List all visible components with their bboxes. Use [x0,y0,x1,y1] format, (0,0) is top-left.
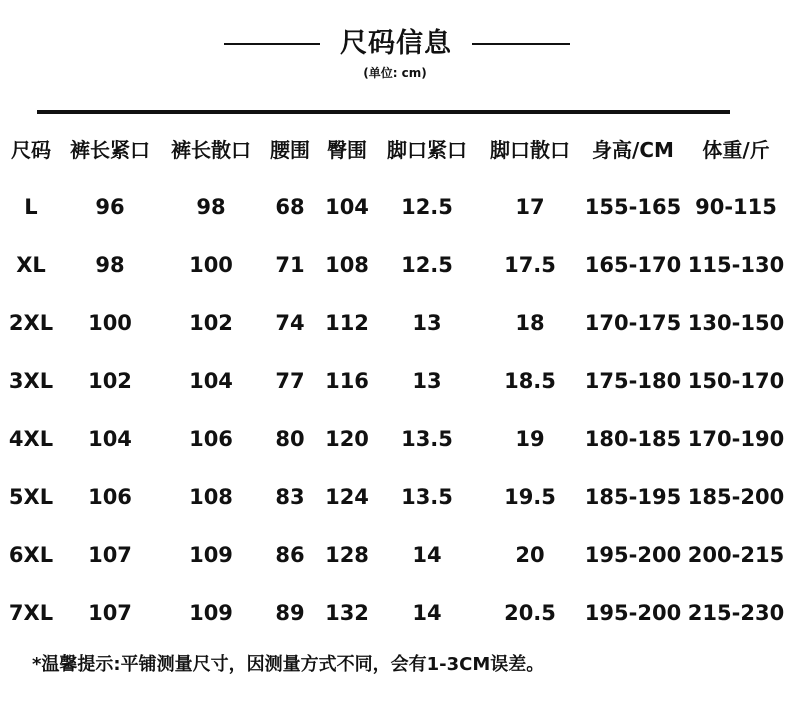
cell-height: 165-170 [584,253,682,277]
cell-weight: 150-170 [687,369,785,393]
cell-length-tight: 102 [88,369,132,393]
cell-length-tight: 98 [95,253,125,277]
cell-size: 3XL [8,369,54,393]
cell-weight: 90-115 [695,195,777,219]
cell-waist: 77 [275,369,305,393]
cell-waist: 80 [275,427,305,451]
cell-size: 2XL [8,311,54,335]
cell-waist: 89 [275,601,305,625]
cell-waist: 86 [275,543,305,567]
cell-size: 5XL [8,485,54,509]
cell-weight: 170-190 [687,427,785,451]
table-row [0,303,790,343]
cell-hem-tight: 13.5 [401,427,453,451]
cell-length-tight: 107 [88,601,132,625]
cell-length-loose: 109 [189,543,233,567]
cell-weight: 200-215 [687,543,785,567]
table-row [0,187,790,227]
unit-subtitle: (单位: cm) [363,66,427,80]
cell-hem-tight: 13 [412,311,442,335]
cell-hip: 128 [325,543,369,567]
title-left-rule [224,43,320,45]
header-cell-hip: 臀围 [327,138,367,162]
cell-waist: 83 [275,485,305,509]
cell-size: XL [16,253,46,277]
cell-hem-tight: 12.5 [401,253,453,277]
cell-length-loose: 106 [189,427,233,451]
table-row [0,361,790,401]
cell-size: 4XL [8,427,54,451]
cell-height: 175-180 [584,369,682,393]
table-row [0,535,790,575]
cell-weight: 185-200 [687,485,785,509]
header-cell-weight: 体重/斤 [702,138,770,162]
cell-length-tight: 104 [88,427,132,451]
cell-length-tight: 96 [95,195,125,219]
cell-hem-loose: 19.5 [504,485,556,509]
cell-hip: 112 [325,311,369,335]
cell-hem-tight: 14 [412,601,442,625]
cell-size: 7XL [8,601,54,625]
size-table [0,120,790,643]
cell-hem-loose: 17 [515,195,545,219]
cell-hip: 132 [325,601,369,625]
cell-hip: 124 [325,485,369,509]
cell-hem-loose: 20.5 [504,601,556,625]
cell-length-loose: 108 [189,485,233,509]
cell-hip: 120 [325,427,369,451]
cell-length-loose: 100 [189,253,233,277]
cell-hem-loose: 18.5 [504,369,556,393]
table-row [0,593,790,633]
cell-hem-tight: 13 [412,369,442,393]
page-title: 尺码信息 [340,28,452,59]
table-row [0,419,790,459]
cell-size: 6XL [8,543,54,567]
cell-length-loose: 98 [196,195,226,219]
table-header-row [0,130,790,170]
cell-waist: 74 [275,311,305,335]
header-cell-length-loose: 裤长散口 [171,138,251,162]
cell-hem-tight: 13.5 [401,485,453,509]
header-divider [37,110,730,114]
header-cell-hem-tight: 脚口紧口 [387,138,467,162]
cell-hip: 104 [325,195,369,219]
cell-hem-loose: 18 [515,311,545,335]
cell-height: 185-195 [584,485,682,509]
cell-length-loose: 104 [189,369,233,393]
header-cell-hem-loose: 脚口散口 [490,138,570,162]
cell-weight: 130-150 [687,311,785,335]
table-row [0,245,790,285]
cell-weight: 215-230 [687,601,785,625]
cell-waist: 71 [275,253,305,277]
title-right-rule [472,43,570,45]
cell-size: L [24,195,38,219]
cell-height: 155-165 [584,195,682,219]
header-cell-length-tight: 裤长紧口 [70,138,150,162]
cell-hem-loose: 17.5 [504,253,556,277]
cell-height: 180-185 [584,427,682,451]
cell-weight: 115-130 [687,253,785,277]
cell-hip: 116 [325,369,369,393]
table-row [0,477,790,517]
header-cell-height: 身高/CM [592,138,674,162]
measurement-note: *温馨提示:平铺测量尺寸，因测量方式不同，会有1-3CM误差。 [32,654,545,675]
cell-waist: 68 [275,195,305,219]
cell-hem-tight: 12.5 [401,195,453,219]
cell-length-loose: 102 [189,311,233,335]
cell-length-tight: 106 [88,485,132,509]
cell-length-tight: 107 [88,543,132,567]
header-cell-size: 尺码 [11,138,51,162]
cell-hip: 108 [325,253,369,277]
cell-length-tight: 100 [88,311,132,335]
cell-length-loose: 109 [189,601,233,625]
header-cell-waist: 腰围 [270,138,310,162]
cell-hem-loose: 20 [515,543,545,567]
cell-height: 170-175 [584,311,682,335]
cell-height: 195-200 [584,601,682,625]
title-row [0,22,790,66]
cell-hem-tight: 14 [412,543,442,567]
cell-hem-loose: 19 [515,427,545,451]
cell-height: 195-200 [584,543,682,567]
